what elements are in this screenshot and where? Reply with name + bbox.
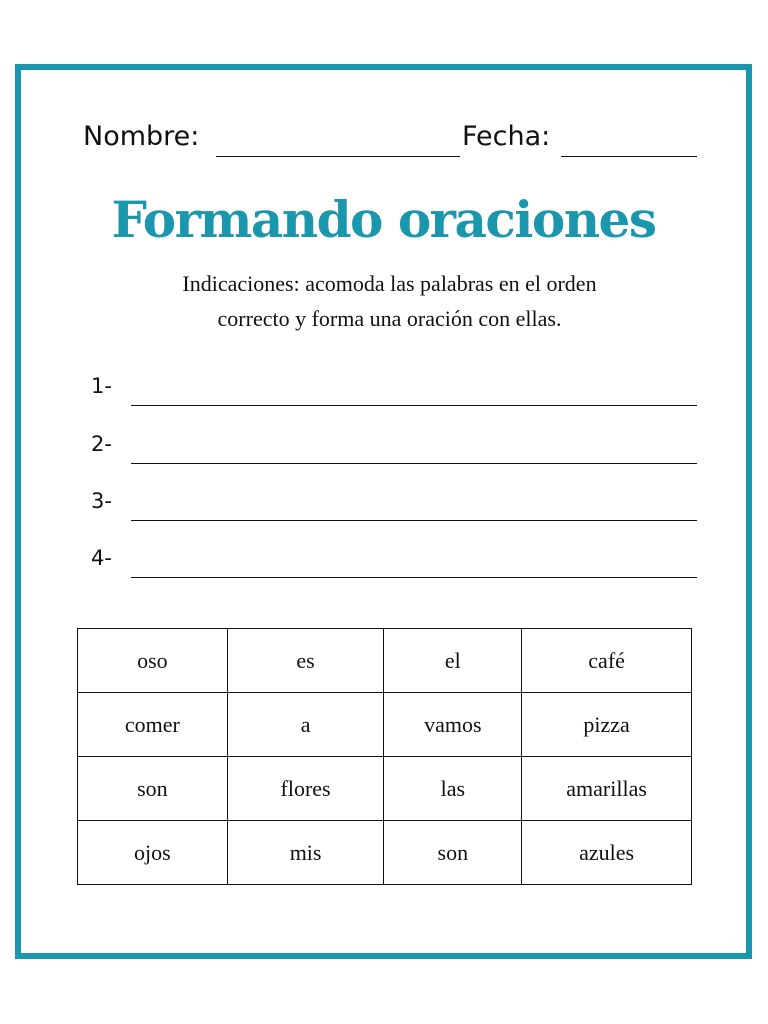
answer-number: 2- xyxy=(91,432,112,456)
word-cell: amarillas xyxy=(522,757,692,821)
word-cell: las xyxy=(384,757,522,821)
table-row xyxy=(78,821,692,885)
word-cell: comer xyxy=(78,693,228,757)
answer-row-4 xyxy=(91,544,697,584)
table-row xyxy=(78,629,692,693)
answer-line xyxy=(131,520,697,521)
word-cell: a xyxy=(227,693,384,757)
word-cell: es xyxy=(227,629,384,693)
word-cell: el xyxy=(384,629,522,693)
word-cell: pizza xyxy=(522,693,692,757)
answer-line xyxy=(131,577,697,578)
instructions-line-1: Indicaciones: acomoda las palabras en el orden xyxy=(182,271,597,296)
answer-row-2 xyxy=(91,430,697,470)
answer-line xyxy=(131,463,697,464)
instructions xyxy=(101,266,678,336)
answer-row-1 xyxy=(91,372,697,412)
answer-number: 3- xyxy=(91,489,112,513)
word-cell: oso xyxy=(78,629,228,693)
date-line xyxy=(561,156,697,157)
word-cell: azules xyxy=(522,821,692,885)
answer-number: 4- xyxy=(91,546,112,570)
word-cell: son xyxy=(384,821,522,885)
answer-row-3 xyxy=(91,487,697,527)
answer-line xyxy=(131,405,697,406)
word-cell: flores xyxy=(227,757,384,821)
worksheet-frame xyxy=(15,64,752,959)
header-row xyxy=(83,120,697,160)
date-label: Fecha: xyxy=(462,121,551,152)
answer-number: 1- xyxy=(91,374,112,398)
word-cell: café xyxy=(522,629,692,693)
page-title: Formando oraciones xyxy=(111,190,656,249)
word-table xyxy=(77,628,692,885)
word-cell: mis xyxy=(227,821,384,885)
table-row xyxy=(78,757,692,821)
name-label: Nombre: xyxy=(83,121,200,152)
name-line xyxy=(216,156,460,157)
word-cell: vamos xyxy=(384,693,522,757)
word-cell: ojos xyxy=(78,821,228,885)
instructions-line-2: correcto y forma una oración con ellas. xyxy=(217,306,562,331)
table-row xyxy=(78,693,692,757)
word-cell: son xyxy=(78,757,228,821)
